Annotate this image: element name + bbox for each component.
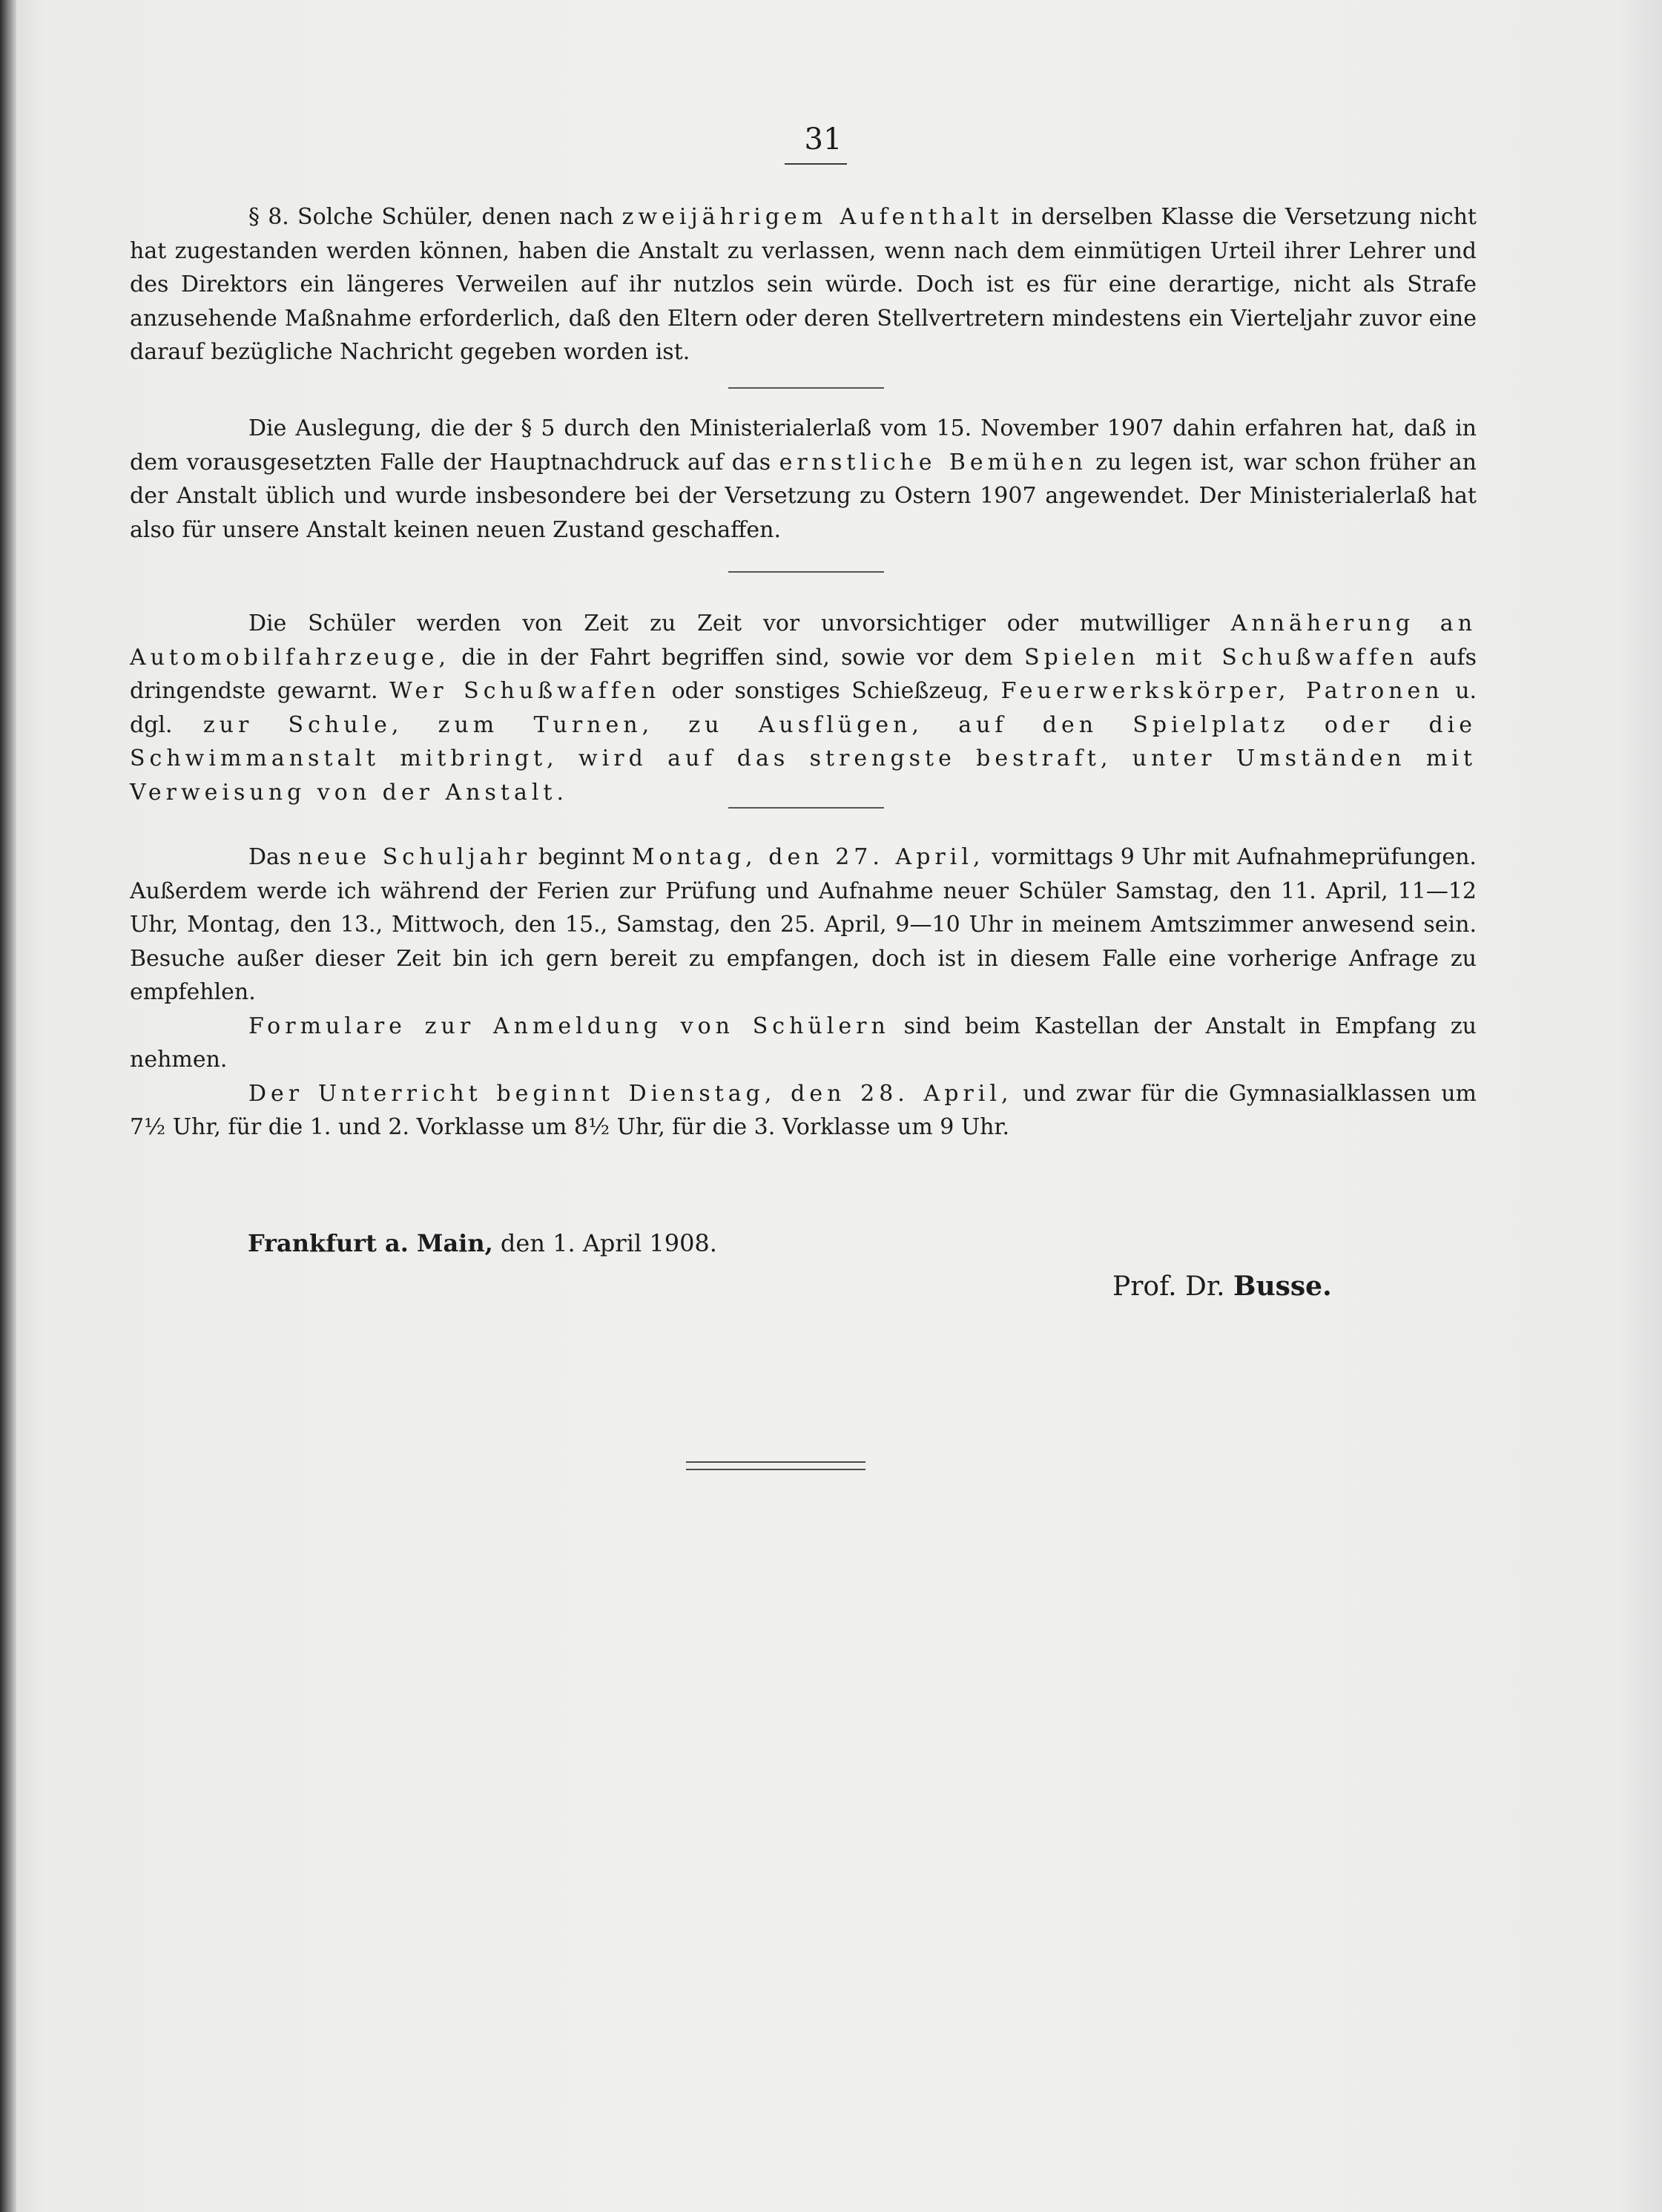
warning-t4: oder sonstiges Schießzeug, (671, 678, 989, 704)
auslegung-part1: Die Auslegung, die der § 5 durch den Ministerialerlaß vom 15. November 1907 dahin erfahren hat, daß in dem vorausgesetzten Falle der Hauptnachdruck auf das (130, 415, 1477, 475)
signature-title: Prof. Dr. (1112, 1271, 1225, 1302)
auslegung-spaced: ernstliche Bemühen (779, 449, 1087, 475)
warning-t3: aufs dringendste gewarnt. (130, 644, 1477, 704)
forms-paragraph (130, 1010, 1477, 1077)
signature-name: Busse. (1233, 1271, 1332, 1302)
auslegung-part2: zu legen ist, war schon früher an der Anstalt üblich und wurde insbesondere bei der Versetzung zu Ostern 1907 angewendet. Der Ministerialerlaß hat also für unsere Anstalt keinen neuen Zustand geschaffen. (130, 449, 1477, 543)
page-number: 31 (804, 122, 842, 157)
warning-t1: Die Schüler werden von Zeit zu Zeit vor unvorsichtiger oder mutwilliger (248, 610, 1210, 636)
forms-spaced: Formulare zur Anmeldung von Schülern (248, 1013, 890, 1039)
warning-paragraph (130, 607, 1477, 809)
page-binding-edge (0, 0, 16, 2212)
schedule-paragraphs (130, 840, 1477, 1145)
warning-s5: zur Schule, zum Turnen, zu Ausflügen, auf den Spielplatz oder die Schwimmanstalt mitbringt, wird auf das strengste bestraft, unter Umständen mit Verweisung von der Anstalt. (130, 711, 1477, 806)
signature-author (1112, 1267, 1332, 1306)
school-year-t1: Das (248, 844, 291, 870)
closing-double-rule (686, 1461, 865, 1470)
separator-rule (728, 571, 884, 573)
separator-rule (728, 387, 884, 389)
warning-s1: Annäherung an Automobilfahrzeuge, (130, 610, 1477, 671)
school-year-s1: neue Schuljahr (297, 844, 532, 870)
school-year-t3: vormittags 9 Uhr mit Aufnahmeprüfungen. Außerdem werde ich während der Ferien zur Prüfung und Aufnahme neuer Schüler Samstag, den 11. April, 11—12 Uhr, Montag, den 13., Mittwoch, den 15., Samstag, den 25. April, 9—10 Uhr in meinem Amtszimmer anwesend sein. Besuche außer dieser Zeit bin ich gern bereit zu empfangen, doch ist in diesem Falle eine vorherige Anfrage zu empfehlen. (130, 844, 1477, 1005)
section-8-rest: in derselben Klasse die Versetzung nicht hat zugestanden werden können, haben die Anstalt zu verlassen, wenn nach dem einmütigen Urteil ihrer Lehrer und des Direktors ein längeres Verweilen auf ihr nutzlos sein würde. Doch ist es für eine derartige, nicht als Strafe anzusehende Maßnahme erforderlich, daß den Eltern oder deren Stellvertretern mindestens ein Vierteljahr zuvor eine darauf bezügliche Nachricht gegeben worden ist. (130, 204, 1477, 365)
signature-place: Frankfurt a. Main, (248, 1229, 493, 1257)
warning-t5: u. dgl. (130, 678, 1477, 738)
page-number-underline (785, 163, 847, 165)
lessons-paragraph (130, 1077, 1477, 1145)
forms-rest: sind beim Kastellan der Anstalt in Empfang zu nehmen. (130, 1013, 1477, 1073)
school-year-t2: beginnt (538, 844, 625, 870)
warning-s4: Feuerwerkskörper, Patronen (1000, 678, 1444, 704)
section-8-paragraph (130, 200, 1477, 369)
warning-s3: Wer Schußwaffen (389, 678, 661, 704)
signature-date: den 1. April 1908. (500, 1229, 717, 1257)
separator-rule (728, 807, 884, 809)
warning-s2: Spielen mit Schußwaffen (1023, 644, 1419, 671)
auslegung-paragraph (130, 412, 1477, 547)
section-8-lead: § 8. Solche Schüler, denen nach (248, 204, 614, 230)
warning-t2: die in der Fahrt begriffen sind, sowie vor dem (461, 644, 1013, 671)
signature-place-date (248, 1225, 717, 1261)
lessons-spaced: Der Unterricht beginnt Dienstag, den 28. April, (248, 1080, 1013, 1107)
lessons-rest: und zwar für die Gymnasialklassen um 7½ Uhr, für die 1. und 2. Vorklasse um 8½ Uhr, für die 3. Vorklasse um 9 Uhr. (130, 1080, 1477, 1140)
section-8-spaced: zweijährigem Aufenthalt (621, 204, 1003, 230)
school-year-paragraph (130, 840, 1477, 1010)
school-year-s2: Montag, den 27. April, (631, 844, 985, 870)
